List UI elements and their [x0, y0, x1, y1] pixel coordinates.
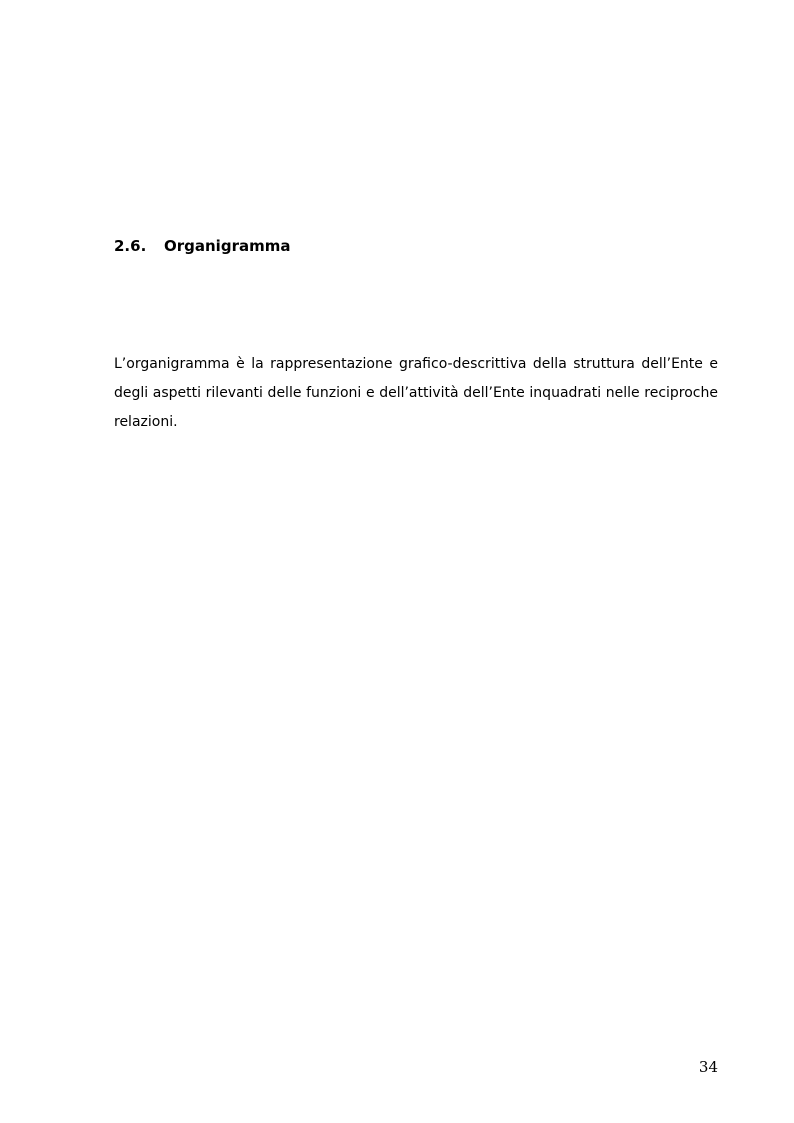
- section-number: 2.6.: [114, 237, 147, 255]
- section-title: Organigramma: [164, 237, 291, 255]
- page-number: 34: [698, 1058, 718, 1076]
- body-paragraph: L’organigramma è la rappresentazione grafico-descrittiva della struttura dell’Ente e degli aspetti rilevanti delle funzioni e dell’attività dell’Ente inquadrati nelle reciproche relazioni.: [114, 356, 718, 430]
- section-heading: [114, 236, 290, 256]
